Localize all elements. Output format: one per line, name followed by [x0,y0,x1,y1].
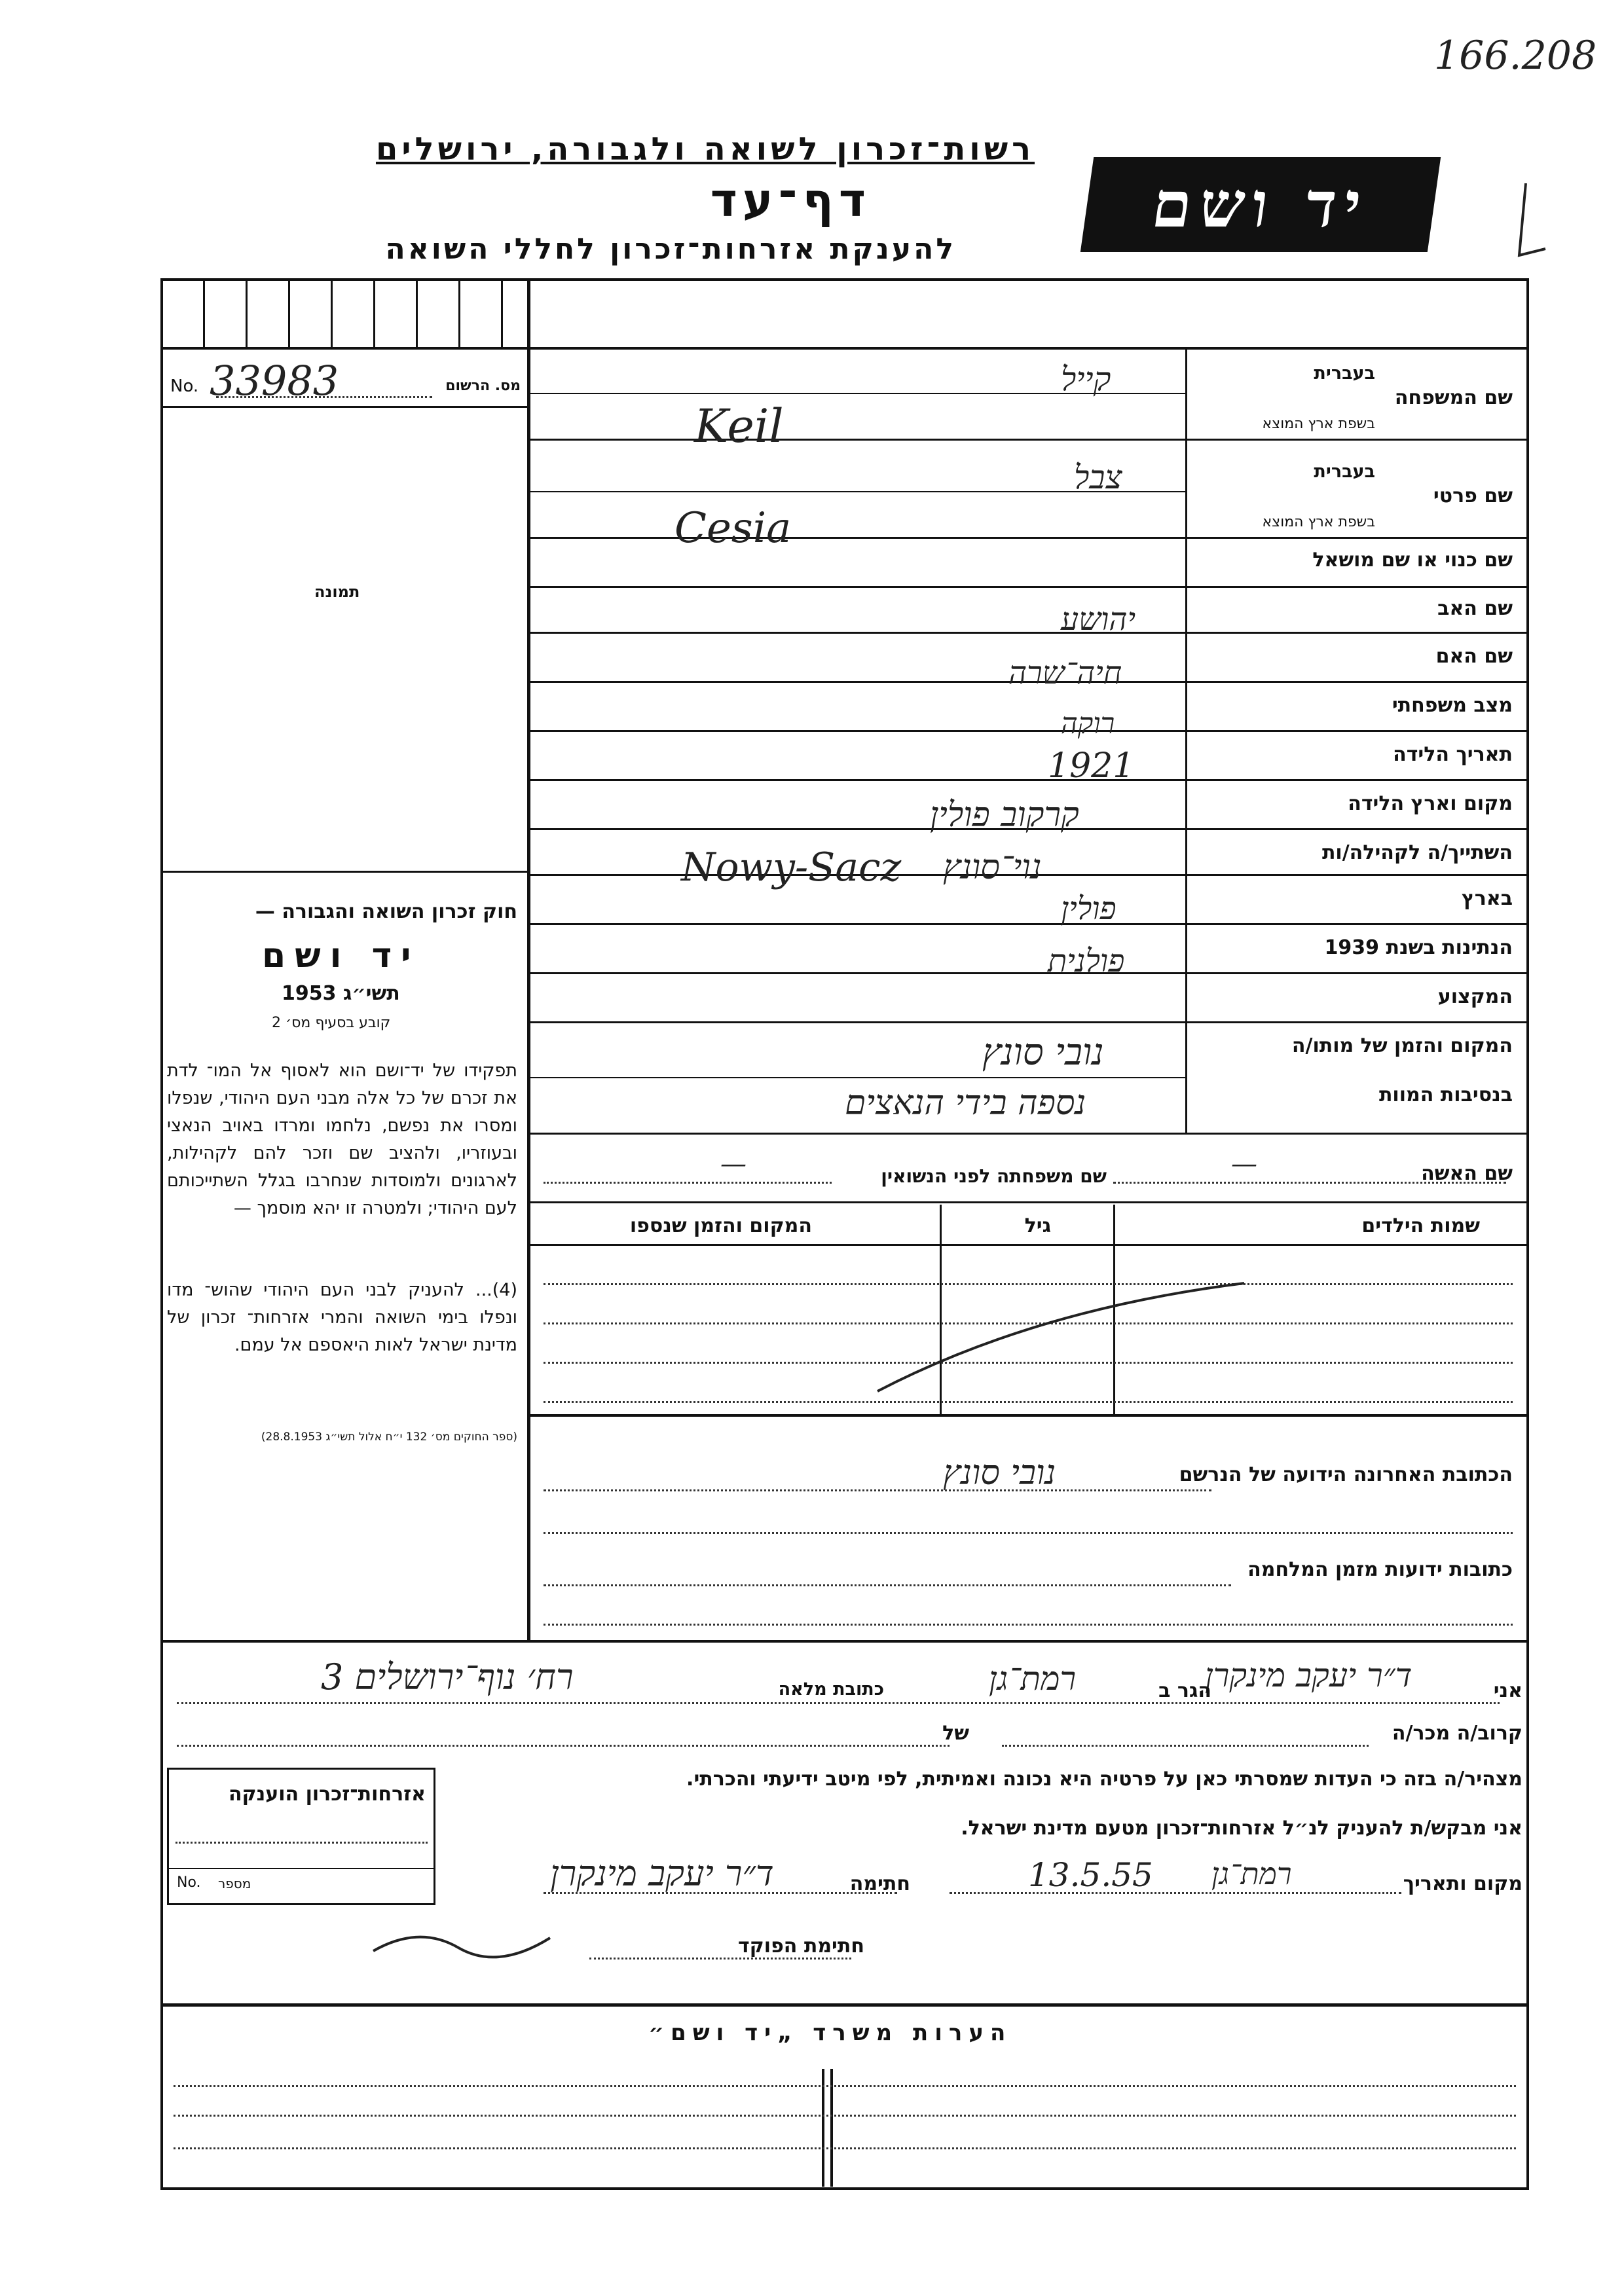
last-address-label: הכתובת האחרונה הידועה של הנרשם [1179,1463,1513,1486]
profession-label: המקצוע [1437,985,1513,1008]
declaration-statement-1: מצהיר/ה בזה כי העדות שמסרתי כאן על פרטיה היא נכונה ואמיתית, לפי מיטב ידיעתי והכרתי. [686,1768,1522,1791]
date-value: 13.5.55 [1028,1856,1153,1894]
death-label-2: בנסיבות המוות [1378,1084,1513,1106]
wartime-address-label: כתובות ידועות מזמן המלחמה [1247,1558,1513,1581]
citizenship-granted-box [167,1768,435,1905]
maiden-name-value: — [720,1149,747,1179]
community-label: השתייך/ה לקהילה/ות [1321,841,1513,864]
reg-no-prefix: No. [170,376,199,396]
signature-label: חתימה [849,1872,910,1895]
place-date-label: מקום ותאריך [1403,1872,1522,1895]
community-value-hebrew: נוי־סונץ [943,848,1042,887]
logo-text: יד ושם [1147,168,1374,242]
first-name-label: שם פרטי [1433,484,1513,507]
country-label: בארץ [1461,887,1513,910]
country-value: פולין [1061,890,1116,927]
address-label: כתובת מלאה [778,1679,884,1700]
office-remarks-label: הערות משרד „יד ושם״ [648,2020,1012,2046]
citizenship-label: הנתינות בשנת 1939 [1324,936,1513,959]
father-value: יהושע [1061,601,1136,638]
nickname-label: שם כנוי או שם מושאל [1312,549,1513,572]
children-strike-line [871,1270,1264,1401]
first-name-hebrew-value: צבל [1074,458,1122,496]
family-name-label: שם המשפחה [1394,386,1513,409]
signature-value: ד״ר יעקב מינקרן [550,1853,774,1894]
birthplace-value: קרקוב פולין [930,795,1079,835]
officer-signature-label: חתימת הפוקד [738,1935,864,1958]
marital-value: רוקה [1061,707,1115,740]
death-circumstances-value: נספה בידי הנאצים [845,1084,1086,1123]
header-authority: רשות־זכרון לשואה ולגבורה, ירושלים [375,131,1035,168]
mother-label: שם האם [1435,645,1513,668]
declaration-i-label: אני [1493,1679,1522,1702]
wife-label: שם האשה [1421,1162,1513,1185]
mother-value: חיה־שרה [1008,655,1122,691]
law-source: (ספר החוקים מס׳ 132 י״ח אלול תשי״ג 28.8.1953) [261,1430,517,1444]
resident-value: רמת־גן [989,1660,1077,1698]
birthplace-label: מקום וארץ הלידה [1348,792,1513,815]
law-year: תשי״ג 1953 [282,982,400,1005]
law-text-1: תפקידו של יד־ושם הוא לאסוף אל המו־ לדת את זכרם של כל אלה מבני העם היהודי, שנפלו ומסרו את נפשם, נלחמו ומרדו באויב הנאצי ובעוזריו, ולהציב שם וזכר להם לקהילות, לארגונים ולמוסדות שנחרבו בגלל השתייכותם לעם היהודי; ולמטרה זו יהא מוסמך — [167,1061,517,1218]
death-label-1: המקום והזמן של מותו/ה [1291,1034,1513,1057]
citizenship-box-no: No. [177,1874,201,1891]
citizenship-box-number-label: מספר [218,1876,251,1891]
wife-value: — [1231,1149,1257,1179]
header-title: דף־עד [710,173,871,227]
photo-label: תמונה [314,583,360,601]
header-subtitle: להענקת אזרחות־זכרון לחללי השואה [385,232,956,266]
children-death-header: המקום והזמן שנספו [629,1214,812,1237]
margin-mark [1500,177,1552,268]
citizenship-box-title: אזרחות־זכרון הוענקה [228,1783,426,1806]
birthdate-value: 1921 [1048,746,1135,786]
marital-label: מצב משפחתי [1392,694,1513,717]
last-address-value: נובי סונץ [943,1453,1056,1493]
first-name-hebrew-label: בעברית [1314,462,1375,482]
law-text-2: (4)... להעניק לבני העם היהודי שהוש־ מדו ונפלו בימי השואה והמרי אזרחות־ זכרון של מדינת ישראל לאות היאספם אל עמם. [167,1280,517,1355]
citizenship-value: פולנית [1048,943,1125,979]
address-value: רח׳ נוף־ירושלים 3 [321,1656,574,1698]
law-name: יד ושם [262,936,420,975]
place-value: רמת־גן [1211,1856,1292,1891]
death-place-value: נובי סונץ [982,1031,1104,1074]
children-age-header: גיל [1024,1214,1051,1237]
first-name-origin-label: בשפת ארץ המוצא [1262,514,1375,530]
children-names-header: שמות הילדים [1361,1214,1480,1237]
family-name-hebrew-label: בעברית [1314,363,1375,384]
stamp-number: 166.208 [1434,33,1597,79]
first-name-origin-value: Cesia [674,504,792,553]
declarant-name: ד״ר יעקב מינקרן [1205,1656,1412,1694]
declaration-statement-2: אני מבקש/ת להעניק לנ״ל אזרחות־זכרון מטעם מדינת ישראל. [961,1817,1522,1840]
family-name-hebrew-value: קייל [1061,360,1111,398]
officer-signature-mark [367,1918,563,1971]
reg-no-value: 33983 [210,357,339,405]
relative-label: קרוב/ה מכר/ה [1392,1722,1522,1745]
yad-vashem-logo [1080,157,1441,252]
law-heading: חוק זכרון השואה והגבורה — [255,900,517,923]
reg-no-label: מס. הרשום [445,378,521,394]
father-label: שם האב [1437,597,1513,620]
family-name-origin-value: Keil [694,399,784,453]
maiden-name-label: שם משפחתה לפני הנשואין [881,1165,1107,1187]
family-name-origin-label: בשפת ארץ המוצא [1262,416,1375,432]
resident-label: הגר ב [1158,1679,1211,1702]
community-value-latin: Nowy-Sacz [681,845,902,890]
of-label: של [942,1722,969,1745]
law-clause: קובע בסעיף מס׳ 2 [272,1015,391,1031]
birthdate-label: תאריך הלידה [1393,743,1513,766]
